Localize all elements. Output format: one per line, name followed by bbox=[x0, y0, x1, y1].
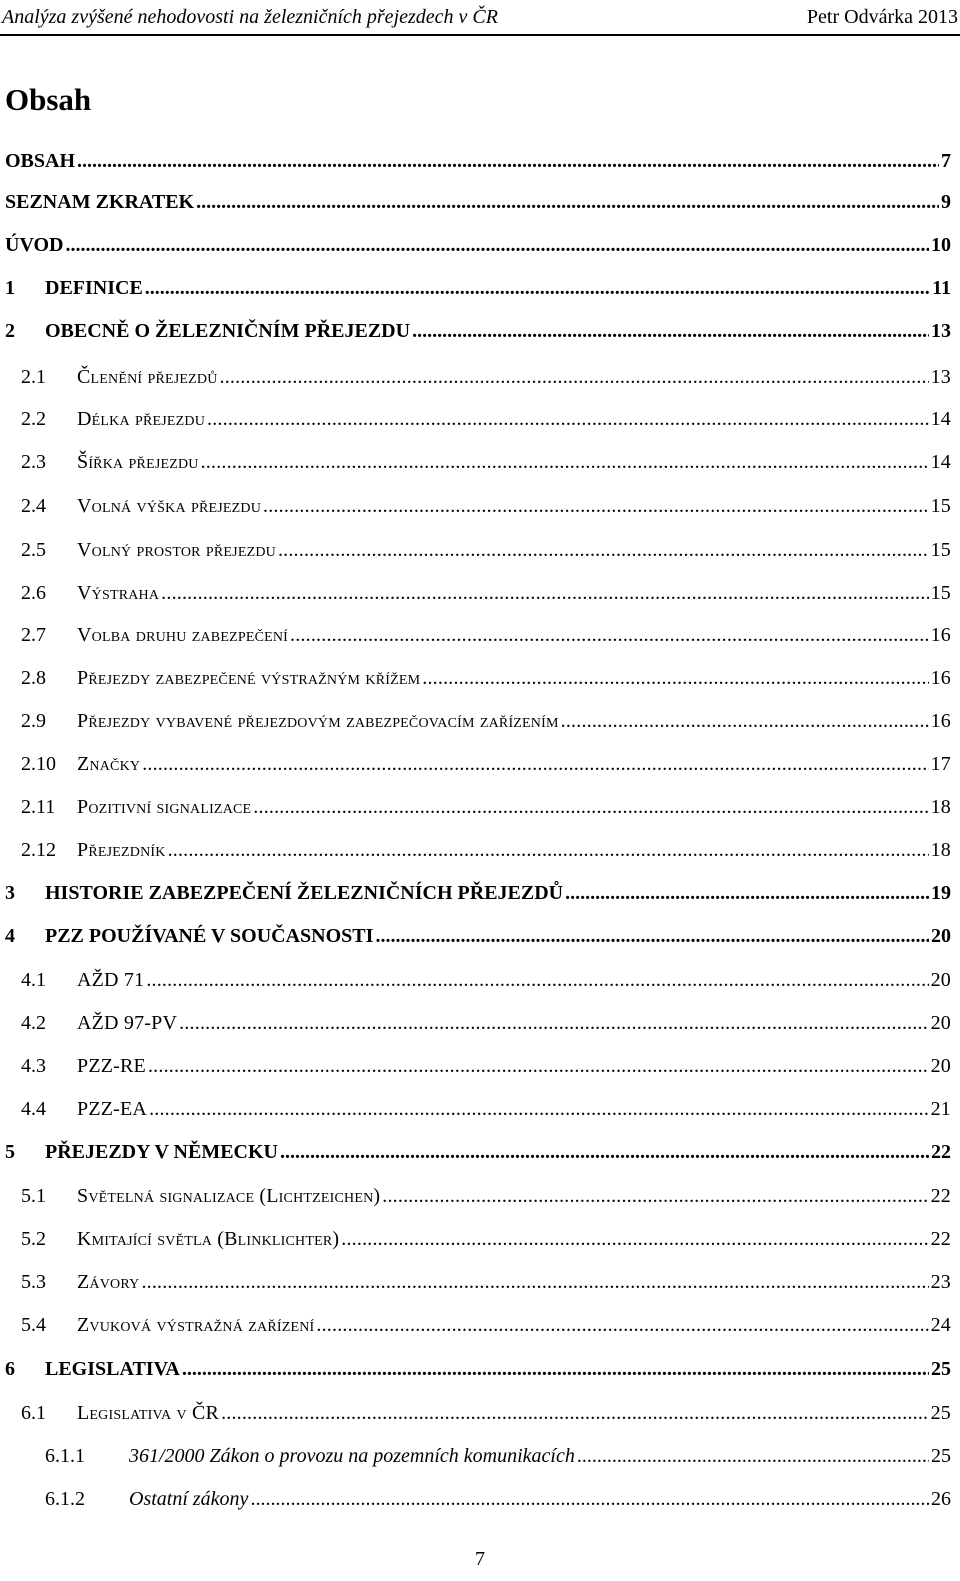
toc-page: 24 bbox=[930, 1314, 951, 1336]
toc-entry-uvod[interactable] bbox=[5, 230, 951, 260]
toc-page: 16 bbox=[930, 710, 951, 732]
toc-label: Výstraha bbox=[77, 582, 160, 604]
toc-leader bbox=[341, 1224, 928, 1254]
toc-label: Ostatní zákony bbox=[129, 1488, 249, 1510]
toc-label: Členění přejezdů bbox=[77, 366, 218, 388]
toc-page: 15 bbox=[930, 495, 951, 517]
toc-page: 22 bbox=[930, 1228, 951, 1250]
toc-leader bbox=[220, 362, 929, 392]
toc-leader bbox=[278, 535, 929, 565]
toc-leader bbox=[207, 404, 929, 434]
toc-entry-2-1[interactable] bbox=[21, 362, 951, 392]
toc-page: 13 bbox=[931, 320, 951, 342]
toc-label: Světelná signalizace (Lichtzeichen) bbox=[77, 1185, 381, 1207]
toc-leader bbox=[253, 792, 928, 822]
toc-number: 1 bbox=[5, 277, 15, 299]
toc-entry-2-2[interactable] bbox=[21, 404, 951, 434]
toc-number: 2 bbox=[5, 320, 15, 342]
toc-number: 6 bbox=[5, 1358, 15, 1380]
toc-entry-2-7[interactable] bbox=[21, 620, 951, 650]
toc-leader bbox=[250, 1484, 929, 1514]
toc-page: 22 bbox=[931, 1141, 951, 1163]
toc-label: PŘEJEZDY V NĚMECKU bbox=[45, 1141, 278, 1163]
toc-entry-2-12[interactable] bbox=[21, 835, 951, 865]
toc-page: 18 bbox=[930, 796, 951, 818]
toc-entry-2-5[interactable] bbox=[21, 535, 951, 565]
toc-entry-6-1-1[interactable] bbox=[45, 1441, 951, 1471]
toc-label: Závory bbox=[77, 1271, 140, 1293]
toc-number: 2.12 bbox=[21, 839, 56, 861]
toc-leader bbox=[149, 1094, 929, 1124]
toc-leader bbox=[77, 146, 939, 176]
toc-entry-2-3[interactable] bbox=[21, 447, 951, 477]
toc-leader bbox=[66, 230, 930, 260]
toc-number: 4.1 bbox=[21, 969, 46, 991]
toc-label: PZZ-EA bbox=[77, 1098, 148, 1120]
toc-page: 18 bbox=[930, 839, 951, 861]
toc-leader bbox=[145, 273, 930, 303]
toc-number: 5 bbox=[5, 1141, 15, 1163]
toc-number: 2.7 bbox=[21, 624, 46, 646]
toc-leader bbox=[412, 316, 929, 346]
toc-leader bbox=[561, 706, 929, 736]
toc-leader bbox=[290, 620, 929, 650]
toc-number: 2.6 bbox=[21, 582, 46, 604]
toc-label: Přejezdník bbox=[77, 839, 166, 861]
toc-entry-2-10[interactable] bbox=[21, 749, 951, 779]
toc-label: Volný prostor přejezdu bbox=[77, 539, 276, 561]
toc-label: AŽD 97-PV bbox=[77, 1012, 178, 1034]
toc-leader bbox=[148, 1051, 929, 1081]
toc-page: 13 bbox=[930, 366, 951, 388]
toc-entry-5-1[interactable] bbox=[21, 1181, 951, 1211]
toc-page: 16 bbox=[930, 667, 951, 689]
toc-page: 20 bbox=[931, 925, 951, 947]
toc-entry-2-9[interactable] bbox=[21, 706, 951, 736]
toc-label: PZZ POUŽÍVANÉ V SOUČASNOSTI bbox=[45, 925, 374, 947]
toc-page: 22 bbox=[930, 1185, 951, 1207]
toc-entry-4-1[interactable] bbox=[21, 965, 951, 995]
header-author: Petr Odvárka 2013 bbox=[806, 6, 958, 28]
toc-leader bbox=[316, 1310, 928, 1340]
toc-page: 25 bbox=[931, 1445, 951, 1467]
toc-entry-6-1[interactable] bbox=[21, 1398, 951, 1428]
toc-entry-2-11[interactable] bbox=[21, 792, 951, 822]
toc-leader bbox=[168, 835, 929, 865]
toc-page: 11 bbox=[932, 277, 951, 299]
toc-page: 20 bbox=[930, 969, 951, 991]
toc-leader bbox=[161, 578, 928, 608]
toc-number: 4.4 bbox=[21, 1098, 46, 1120]
page-number: 7 bbox=[475, 1548, 485, 1570]
toc-page: 25 bbox=[930, 1402, 951, 1424]
toc-number: 2.11 bbox=[21, 796, 56, 818]
toc-leader bbox=[565, 878, 929, 908]
toc-entry-5-3[interactable] bbox=[21, 1267, 951, 1297]
toc-label: OBSAH bbox=[5, 150, 76, 172]
toc-label: OBECNĚ O ŽELEZNIČNÍM PŘEJEZDU bbox=[45, 320, 411, 342]
toc-entry-5-4[interactable] bbox=[21, 1310, 951, 1340]
toc-page: 17 bbox=[930, 753, 951, 775]
toc-page: 21 bbox=[930, 1098, 951, 1120]
toc-number: 6.1 bbox=[21, 1402, 46, 1424]
toc-leader bbox=[201, 447, 929, 477]
toc-number: 5.2 bbox=[21, 1228, 46, 1250]
toc-page: 20 bbox=[930, 1055, 951, 1077]
toc-page: 19 bbox=[931, 882, 951, 904]
toc-entry-seznam-zkratek[interactable] bbox=[5, 187, 951, 217]
toc-label: Značky bbox=[77, 753, 141, 775]
toc-entry-4[interactable] bbox=[5, 921, 951, 951]
toc-page: 26 bbox=[931, 1488, 951, 1510]
toc-entry-1[interactable] bbox=[5, 273, 951, 303]
toc-label: Přejezdy zabezpečené výstražným křížem bbox=[77, 667, 421, 689]
toc-leader bbox=[577, 1441, 929, 1471]
toc-number: 3 bbox=[5, 882, 15, 904]
toc-number: 2.9 bbox=[21, 710, 46, 732]
toc-entry-4-4[interactable] bbox=[21, 1094, 951, 1124]
toc-number: 2.5 bbox=[21, 539, 46, 561]
header-title: Analýza zvýšené nehodovosti na železničních přejezdech v ČR bbox=[2, 6, 498, 28]
toc-label: Volba druhu zabezpečení bbox=[77, 624, 289, 646]
toc-number: 2.3 bbox=[21, 451, 46, 473]
toc-page: 15 bbox=[930, 582, 951, 604]
toc-entry-4-3[interactable] bbox=[21, 1051, 951, 1081]
toc-label: Šířka přejezdu bbox=[77, 451, 199, 473]
toc-entry-6[interactable] bbox=[5, 1354, 951, 1384]
toc-page: 20 bbox=[930, 1012, 951, 1034]
toc-page: 25 bbox=[931, 1358, 951, 1380]
toc-label: Délka přejezdu bbox=[77, 408, 206, 430]
toc-number: 4.2 bbox=[21, 1012, 46, 1034]
toc-entry-2-8[interactable] bbox=[21, 663, 951, 693]
toc-label: DEFINICE bbox=[45, 277, 143, 299]
toc-page: 14 bbox=[930, 451, 951, 473]
toc-entry-6-1-2[interactable] bbox=[45, 1484, 951, 1514]
toc-number: 2.1 bbox=[21, 366, 46, 388]
toc-number: 2.8 bbox=[21, 667, 46, 689]
toc-label: Pozitivní signalizace bbox=[77, 796, 252, 818]
toc-leader bbox=[142, 749, 928, 779]
toc-leader bbox=[422, 663, 928, 693]
toc-page: 16 bbox=[930, 624, 951, 646]
toc-leader bbox=[182, 1354, 929, 1384]
toc-label: AŽD 71 bbox=[77, 969, 145, 991]
page-title: Obsah bbox=[5, 82, 92, 117]
toc-leader bbox=[196, 187, 939, 217]
toc-entry-obsah[interactable] bbox=[5, 146, 951, 176]
toc-leader bbox=[221, 1398, 929, 1428]
toc-number: 5.3 bbox=[21, 1271, 46, 1293]
toc-number: 6.1.2 bbox=[45, 1488, 85, 1510]
toc-leader bbox=[263, 491, 929, 521]
toc-label: Volná výška přejezdu bbox=[77, 495, 262, 517]
toc-entry-3[interactable] bbox=[5, 878, 951, 908]
toc-page: 14 bbox=[930, 408, 951, 430]
toc-number: 5.4 bbox=[21, 1314, 46, 1336]
toc-leader bbox=[141, 1267, 928, 1297]
toc-leader bbox=[146, 965, 928, 995]
toc-number: 4 bbox=[5, 925, 15, 947]
toc-label: Přejezdy vybavené přejezdovým zabezpečovacím zařízením bbox=[77, 710, 559, 732]
toc-label: PZZ-RE bbox=[77, 1055, 146, 1077]
toc-label: ÚVOD bbox=[5, 234, 64, 256]
toc-page: 7 bbox=[941, 150, 951, 172]
toc-page: 15 bbox=[930, 539, 951, 561]
toc-entry-4-2[interactable] bbox=[21, 1008, 951, 1038]
toc-label: Legislativa v ČR bbox=[77, 1402, 220, 1424]
toc-number: 4.3 bbox=[21, 1055, 46, 1077]
toc-entry-2-4[interactable] bbox=[21, 491, 951, 521]
toc-leader bbox=[179, 1008, 928, 1038]
toc-number: 2.4 bbox=[21, 495, 46, 517]
toc-entry-5-2[interactable] bbox=[21, 1224, 951, 1254]
toc-label: SEZNAM ZKRATEK bbox=[5, 191, 195, 213]
toc-number: 2.10 bbox=[21, 753, 56, 775]
toc-number: 6.1.1 bbox=[45, 1445, 85, 1467]
toc-leader bbox=[375, 921, 929, 951]
toc-number: 5.1 bbox=[21, 1185, 46, 1207]
toc-leader bbox=[382, 1181, 928, 1211]
toc-leader bbox=[280, 1137, 929, 1167]
toc-entry-2-6[interactable] bbox=[21, 578, 951, 608]
toc-label: HISTORIE ZABEZPEČENÍ ŽELEZNIČNÍCH PŘEJEZDŮ bbox=[45, 882, 564, 904]
toc-label: Kmitající světla (Blinklichter) bbox=[77, 1228, 340, 1250]
toc-page: 9 bbox=[941, 191, 951, 213]
toc-entry-2[interactable] bbox=[5, 316, 951, 346]
toc-number: 2.2 bbox=[21, 408, 46, 430]
toc-label: 361/2000 Zákon o provozu na pozemních komunikacích bbox=[129, 1445, 575, 1467]
toc-entry-5[interactable] bbox=[5, 1137, 951, 1167]
running-header bbox=[0, 0, 960, 36]
toc-label: Zvuková výstražná zařízení bbox=[77, 1314, 315, 1336]
toc-page: 23 bbox=[930, 1271, 951, 1293]
toc-page: 10 bbox=[931, 234, 951, 256]
toc-label: LEGISLATIVA bbox=[45, 1358, 180, 1380]
